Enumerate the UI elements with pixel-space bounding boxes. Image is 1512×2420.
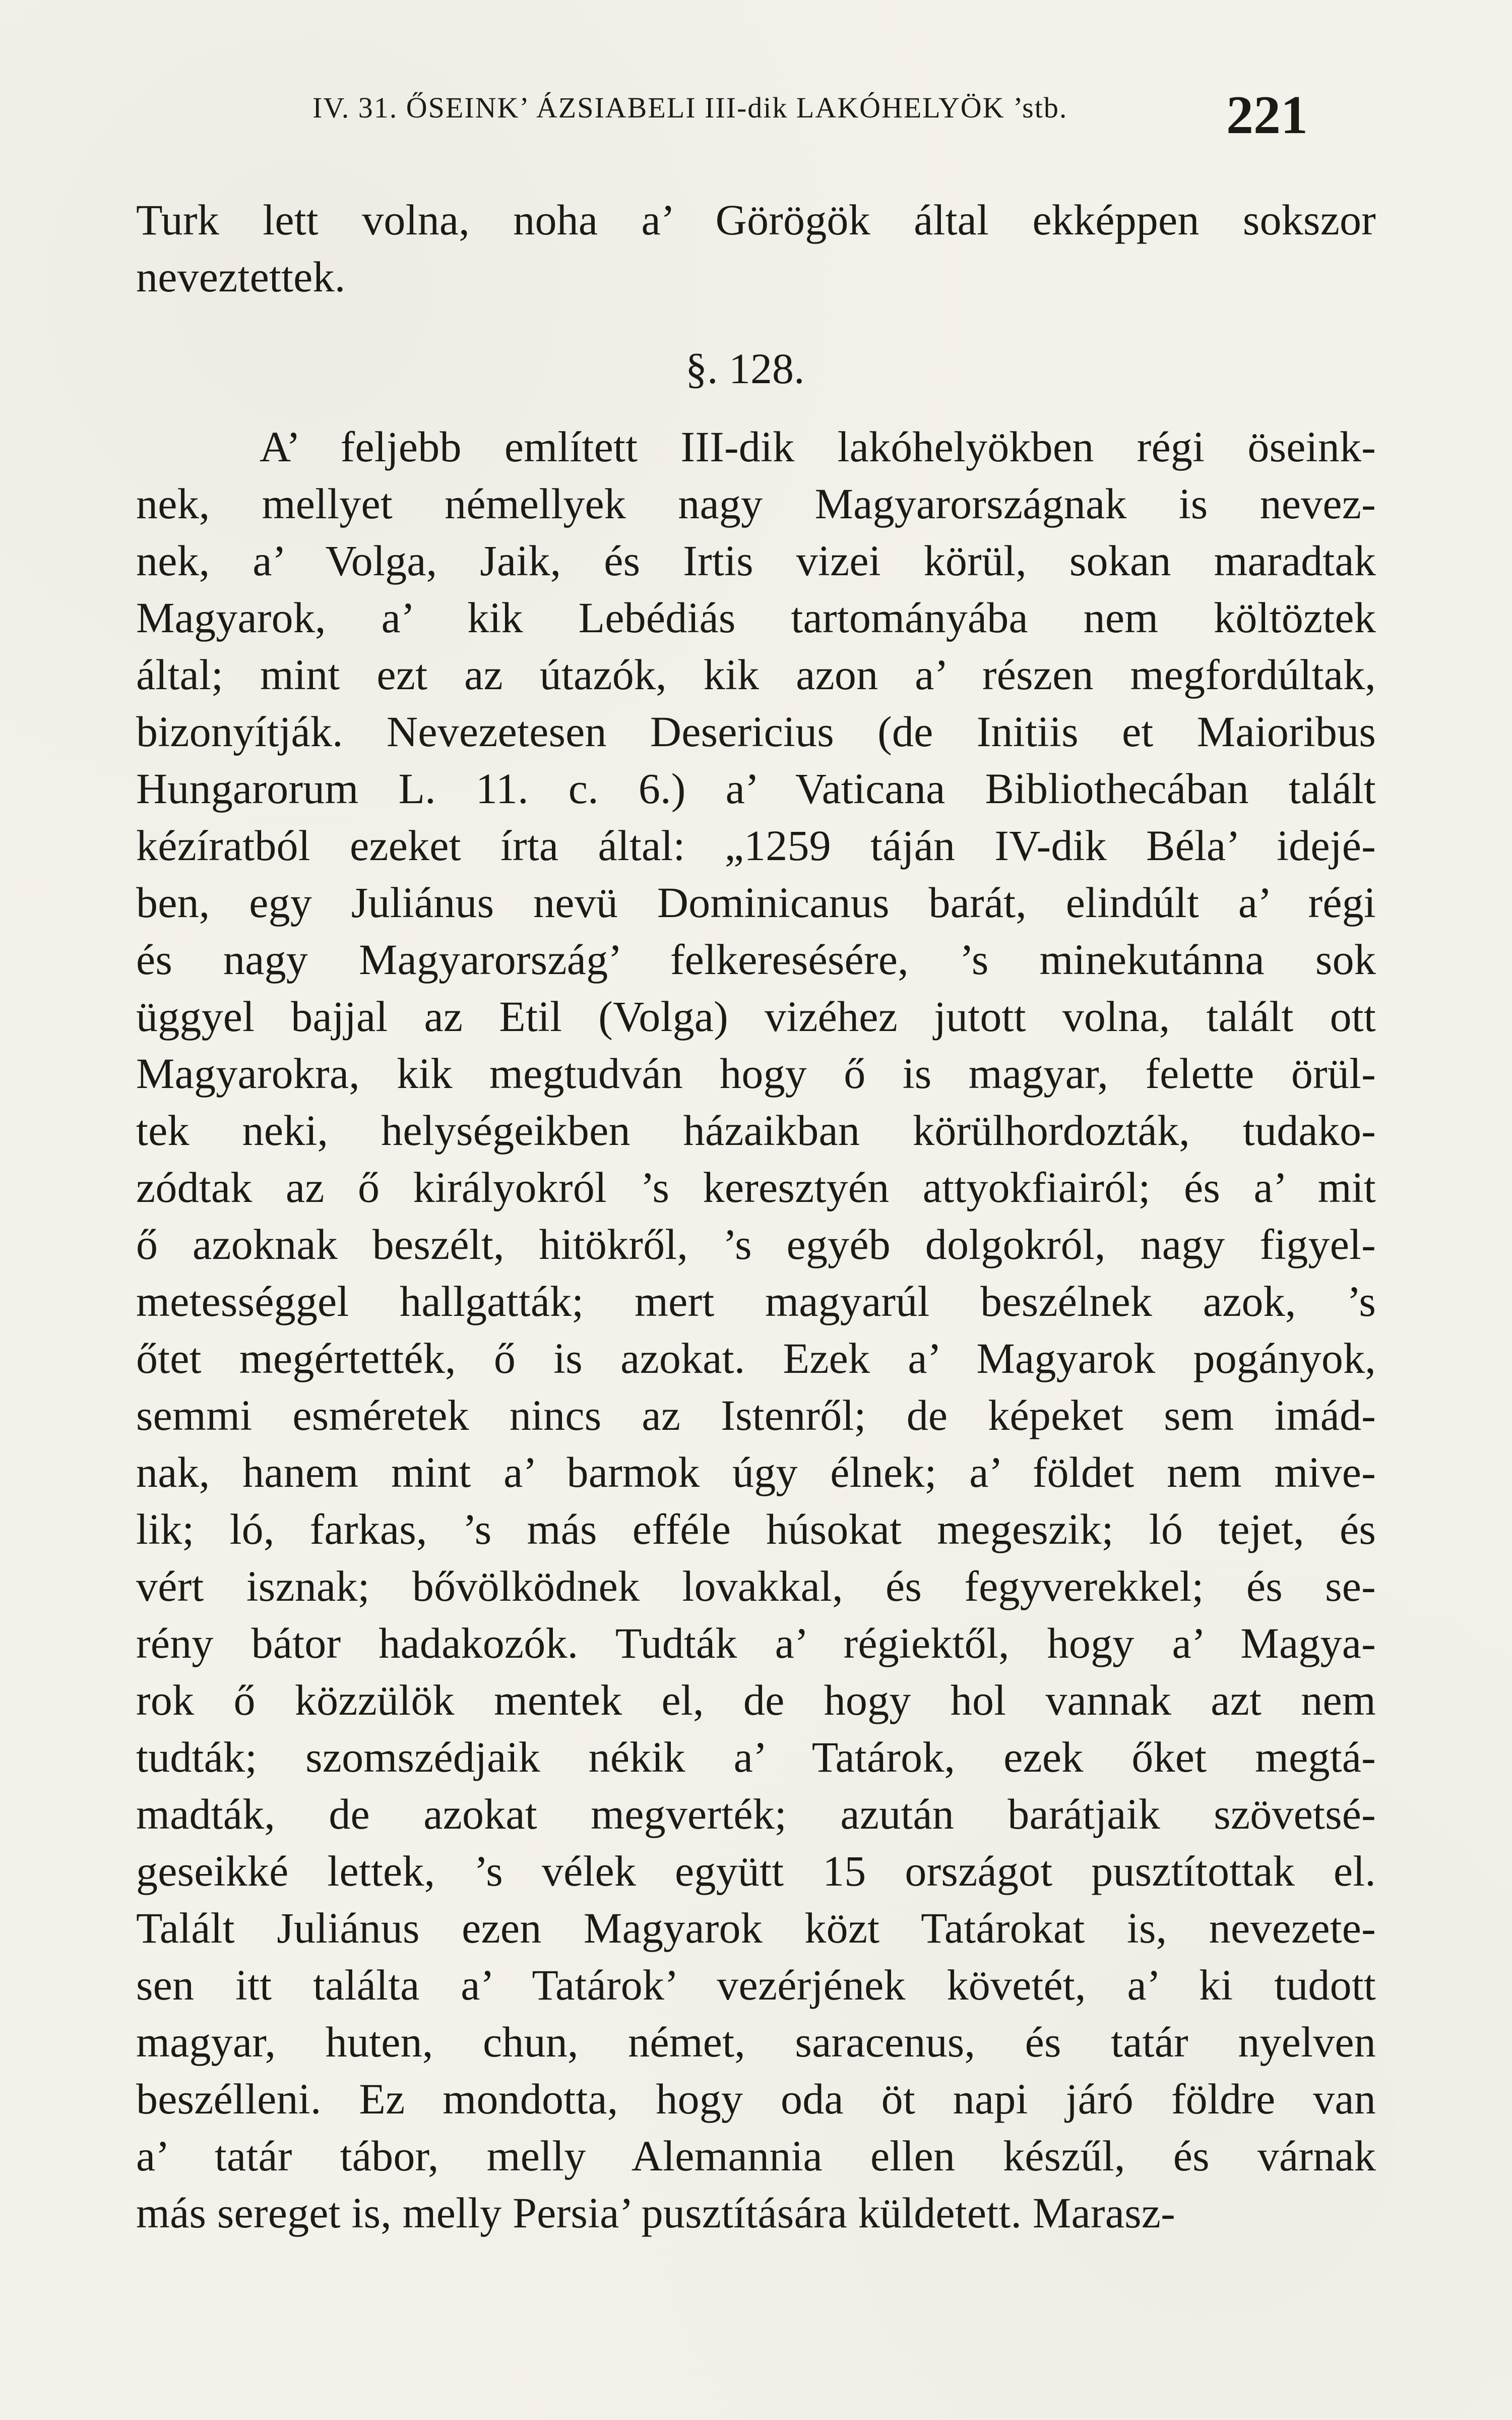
paragraph-line: sen itt találta a’ Tatárok’ vezérjének követét, a’ ki tudott — [136, 1961, 1376, 2009]
opening-text — [136, 192, 1376, 306]
paragraph-line: vért isznak; bővölködnek lovakkal, és fegyverekkel; és se- — [136, 1562, 1376, 1610]
paragraph-line: nak, hanem mint a’ barmok úgy élnek; a’ földet nem mive- — [136, 1448, 1376, 1496]
opening-line: neveztettek. — [136, 253, 346, 301]
paragraph-line: üggyel bajjal az Etil (Volga) vizéhez jutott volna, talált ott — [136, 992, 1376, 1041]
paragraph-line: kézíratból ezeket írta által: „1259 táján IV-dik Béla’ idejé- — [136, 821, 1376, 870]
paragraph-line: ben, egy Juliánus nevü Dominicanus barát, elindúlt a’ régi — [136, 878, 1376, 927]
paragraph-line: a’ tatár tábor, melly Alemannia ellen készűl, és várnak — [136, 2132, 1376, 2180]
paragraph-line: tudták; szomszédjaik nékik a’ Tatárok, ezek őket megtá- — [136, 1733, 1376, 1781]
paragraph-line: zódtak az ő királyokról ’s keresztyén attyokfiairól; és a’ mit — [136, 1163, 1376, 1212]
paragraph-line: metességgel hallgatták; mert magyarúl beszélnek azok, ’s — [136, 1277, 1376, 1325]
paragraph-line: nek, a’ Volga, Jaik, és Irtis vizei körül, sokan maradtak — [136, 536, 1376, 585]
opening-line: Turk lett volna, noha a’ Görögök által ekképpen sokszor — [136, 196, 1376, 244]
paragraph-line: geseikké lettek, ’s vélek együtt 15 országot pusztítottak el. — [136, 1847, 1376, 1895]
paragraph-line: ő azoknak beszélt, hitökről, ’s egyéb dolgokról, nagy figyel- — [136, 1220, 1376, 1268]
section-number: §. 128. — [685, 344, 805, 393]
paragraph-line: Talált Juliánus ezen Magyarok közt Tatárokat is, nevezete- — [136, 1904, 1376, 1952]
paragraph-line: Magyarokra, kik megtudván hogy ő is magyar, felette örül- — [136, 1049, 1376, 1098]
paragraph-line: által; mint ezt az útazók, kik azon a’ részen megfordúltak, — [136, 650, 1376, 699]
running-title: IV. 31. ŐSEINK’ ÁZSIABELI III-dik LAKÓHELYÖK ’stb. — [312, 91, 1068, 124]
paragraph-line: madták, de azokat megverték; azután barátjaik szövetsé- — [136, 1790, 1376, 1838]
paragraph-line: Magyarok, a’ kik Lebédiás tartományába nem költöztek — [136, 593, 1376, 642]
paragraph-line: beszélleni. Ez mondotta, hogy oda öt napi járó földre van — [136, 2075, 1376, 2123]
paragraph-line: rok ő közzülök mentek el, de hogy hol vannak azt nem — [136, 1676, 1376, 1724]
paragraph-line: őtet megértették, ő is azokat. Ezek a’ Magyarok pogányok, — [136, 1334, 1376, 1382]
paragraph-line: semmi esméretek nincs az Istenről; de képeket sem imád- — [136, 1391, 1376, 1439]
paragraph-line: és nagy Magyarország’ felkeresésére, ’s minekutánna sok — [136, 935, 1376, 984]
main-paragraph — [136, 418, 1376, 2242]
paragraph-line: lik; ló, farkas, ’s más efféle húsokat megeszik; ló tejet, és — [136, 1505, 1376, 1553]
paragraph-line: A’ feljebb említett III-dik lakóhelyökben régi öseink- — [260, 422, 1376, 471]
paragraph-line: tek neki, helységeikben házaikban körülhordozták, tudako- — [136, 1106, 1376, 1155]
paragraph-line: más sereget is, melly Persia’ pusztítására küldetett. Marasz- — [136, 2189, 1175, 2237]
paragraph-line: nek, mellyet némellyek nagy Magyarországnak is nevez- — [136, 479, 1376, 528]
paragraph-line: Hungarorum L. 11. c. 6.) a’ Vaticana Bibliothecában talált — [136, 764, 1376, 813]
paragraph-line: bizonyítják. Nevezetesen Desericius (de Initiis et Maioribus — [136, 707, 1376, 756]
page-number: 221 — [1226, 85, 1308, 145]
paragraph-line: rény bátor hadakozók. Tudták a’ régiektől, hogy a’ Magya- — [136, 1619, 1376, 1667]
paragraph-line: magyar, huten, chun, német, saracenus, és tatár nyelven — [136, 2018, 1376, 2066]
